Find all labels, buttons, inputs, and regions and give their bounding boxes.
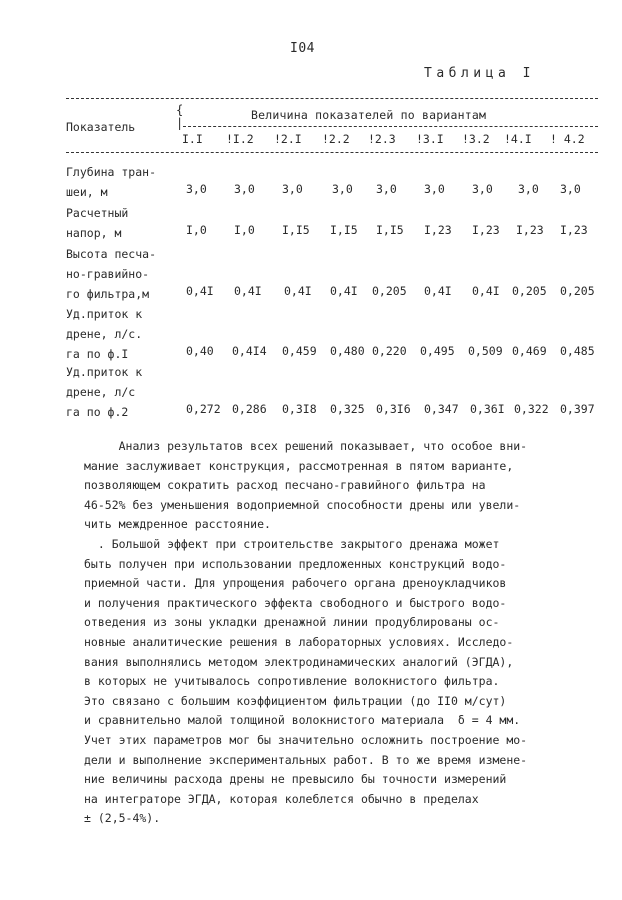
variant-header: !2.3 (368, 132, 396, 146)
table-cell: 0,495 (420, 344, 455, 358)
table-cell: 3,0 (186, 182, 207, 196)
body-text (84, 437, 604, 829)
table-cell: I,0 (186, 223, 207, 237)
table-cell: 0,4I (330, 284, 358, 298)
table-cell: I,0 (234, 223, 255, 237)
table-cell: 0,509 (468, 344, 503, 358)
table-cell: 3,0 (282, 182, 303, 196)
table-cell: 3,0 (560, 182, 581, 196)
table-cell: 0,480 (330, 344, 365, 358)
table-cell: 0,4I (234, 284, 262, 298)
table-row-label: Уд.приток к дрене, л/с. га по ф.I (66, 307, 143, 361)
variant-header: I.I (182, 132, 203, 146)
table-cell: 0,325 (330, 402, 365, 416)
table-cell: 3,0 (376, 182, 397, 196)
table-row (0, 182, 622, 202)
header-bracket: { | (176, 103, 184, 130)
table-cell: 0,459 (282, 344, 317, 358)
table-row-label: Уд.приток к дрене, л/с га по ф.2 (66, 365, 143, 419)
table-cell: 0,3I6 (376, 402, 411, 416)
table-cell: 0,286 (232, 402, 267, 416)
table-row (0, 223, 622, 243)
table-cell: I,I5 (282, 223, 310, 237)
table-cell: 0,4I4 (232, 344, 267, 358)
table-cell: 0,347 (424, 402, 459, 416)
table-cell: 0,4I (186, 284, 214, 298)
variant-header: !3.2 (462, 132, 490, 146)
table-row (0, 344, 622, 364)
table-row-label: Расчетный напор, м (66, 206, 129, 240)
table-cell: 0,322 (514, 402, 549, 416)
table-header-divider (183, 126, 598, 127)
table-cell: 3,0 (332, 182, 353, 196)
table-row (0, 402, 622, 422)
table-cell: 0,485 (560, 344, 595, 358)
table-cell: 0,4I (472, 284, 500, 298)
table-cell: 0,4I (284, 284, 312, 298)
table-cell: 3,0 (472, 182, 493, 196)
page-number: I04 (290, 41, 315, 56)
table-top-rule (66, 98, 598, 99)
paragraph: Анализ результатов всех решений показывает, что особое вни- мание заслуживает конструкция, рассмотренная в пятом варианте, позволяющем сократить расход песчано-гравийного фильтра на 46-52% без уменьшения водоприемной способности дрены или увели- чить междренное расстояние. (84, 439, 528, 532)
table-cell: 3,0 (518, 182, 539, 196)
table-cell: I,23 (424, 223, 452, 237)
variant-header: !I.2 (226, 132, 254, 146)
table-cell: 3,0 (234, 182, 255, 196)
variant-header: !2.I (274, 132, 302, 146)
table-cell: 0,272 (186, 402, 221, 416)
table-cell: I,I5 (330, 223, 358, 237)
table-cell: 0,205 (560, 284, 595, 298)
variant-header-row (182, 132, 602, 150)
table-title: Таблица I (424, 66, 535, 81)
variant-header: !2.2 (322, 132, 350, 146)
table-cell: 0,469 (512, 344, 547, 358)
table-cell: I,23 (516, 223, 544, 237)
table-cell: 0,220 (372, 344, 407, 358)
variant-header: ! 4.2 (550, 132, 585, 146)
table-cell: I,23 (472, 223, 500, 237)
variants-group-header: Величина показателей по вариантам (251, 108, 487, 122)
table-header-bottom-rule (66, 152, 598, 153)
table-cell: 0,205 (512, 284, 547, 298)
table-cell: I,23 (560, 223, 588, 237)
table-cell: 3,0 (424, 182, 445, 196)
table-row (0, 284, 622, 304)
table-cell: 0,40 (186, 344, 214, 358)
table-cell: 0,36I (470, 402, 505, 416)
table-row-label: Глубина тран- шеи, м (66, 165, 157, 199)
variant-header: !3.I (416, 132, 444, 146)
table-row-label: Высота песча- но-гравийно- го фильтра,м (66, 247, 157, 301)
table-cell: 0,205 (372, 284, 407, 298)
indicator-column-header: Показатель (66, 120, 136, 134)
paragraph: . Большой эффект при строительстве закрытого дренажа может быть получен при использовании предложенных конструкций водо- приемной части. Для упрощения рабочего органа дреноукладчиков и получения практического эффекта свободного и быстрого водо- отведения из зоны укладки дренажной линии продублированы ос- новные аналитические решения в лабораторных условиях. Исследо- вания выполнялись методом электродинамических аналогий (ЭГДА), в которых не учитывалось сопротивление волокнистого фильтра. Это связано с большим коэффициентом фильтрации (до II0 м/сут) и сравнительно малой толщиной волокнистого материала δ = 4 мм. Учет этих параметров мог бы значительно осложнить построение мо- дели и выполнение экспериментальных работ. В то же время измене- ние величины расхода дрены не превысило бы точности измерений на интеграторе ЭГДА, которая колеблется обычно в пределах ± (2,5-4%). (84, 536, 528, 826)
variant-header: !4.I (504, 132, 532, 146)
table-cell: 0,4I (424, 284, 452, 298)
table-cell: I,I5 (376, 223, 404, 237)
table-cell: 0,397 (560, 402, 595, 416)
table-cell: 0,3I8 (282, 402, 317, 416)
